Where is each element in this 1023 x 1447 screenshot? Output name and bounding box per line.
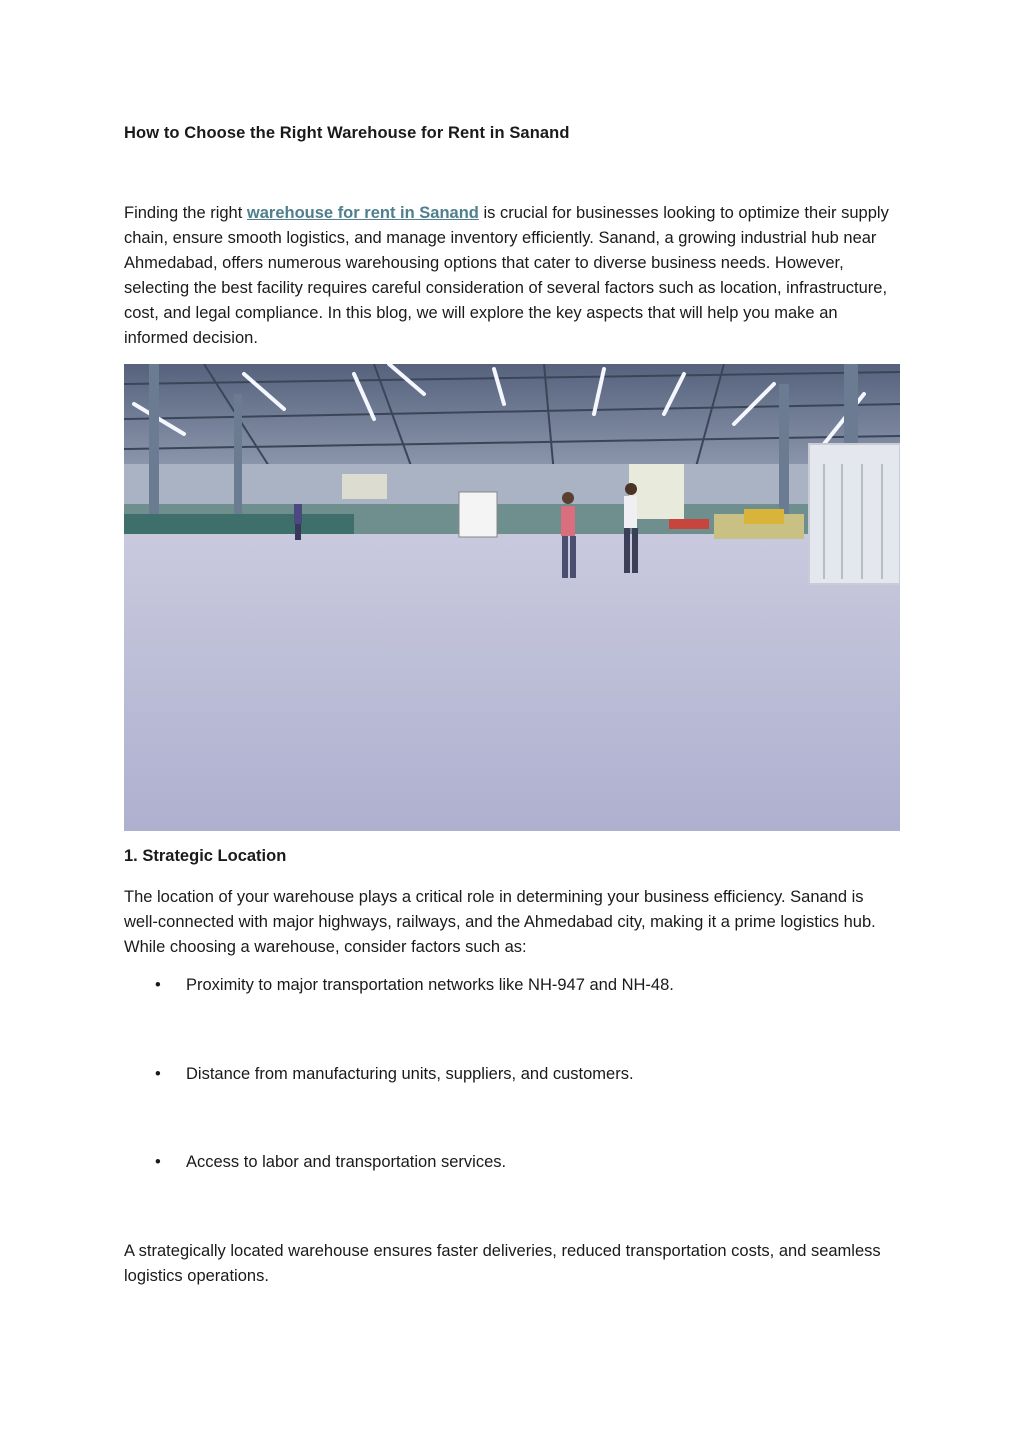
section-heading: 1. Strategic Location bbox=[124, 847, 287, 865]
intro-paragraph bbox=[124, 201, 900, 350]
warehouse-link[interactable]: warehouse for rent in Sanand bbox=[246, 204, 479, 222]
section-paragraph: The location of your warehouse plays a critical role in determining your business efficiency. Sanand is well-connected with major highways, railways, and the Ahmedabad city, making it a prime logistics hub. While choosing a warehouse, consider factors such as: bbox=[124, 888, 876, 956]
intro-text-end: is crucial for businesses looking to optimize their supply chain, ensure smooth logistics, and manage inventory efficiently. Sanand, a growing industrial hub near Ahmedabad, offers numerous warehousing options that cater to diverse business needs. However, selecting the best facility requires careful consideration of several factors such as location, infrastructure, cost, and legal compliance. In this blog, we will explore the key aspects that will help you make an informed decision. bbox=[124, 204, 889, 347]
list-item-text: Distance from manufacturing units, suppliers, and customers. bbox=[186, 1065, 634, 1083]
conclusion-paragraph: A strategically located warehouse ensures faster deliveries, reduced transportation costs, and seamless logistics operations. bbox=[124, 1242, 881, 1285]
bullet-icon: • bbox=[155, 1153, 161, 1171]
warehouse-photo bbox=[124, 364, 900, 831]
list-item-text: Access to labor and transportation services. bbox=[186, 1153, 507, 1171]
bullet-icon: • bbox=[155, 976, 161, 994]
bullet-icon: • bbox=[155, 1065, 161, 1083]
article-title: How to Choose the Right Warehouse for Rent in Sanand bbox=[124, 124, 570, 142]
list-item-text: Proximity to major transportation networks like NH-947 and NH-48. bbox=[186, 976, 674, 994]
intro-text-start: Finding the right bbox=[124, 204, 247, 222]
